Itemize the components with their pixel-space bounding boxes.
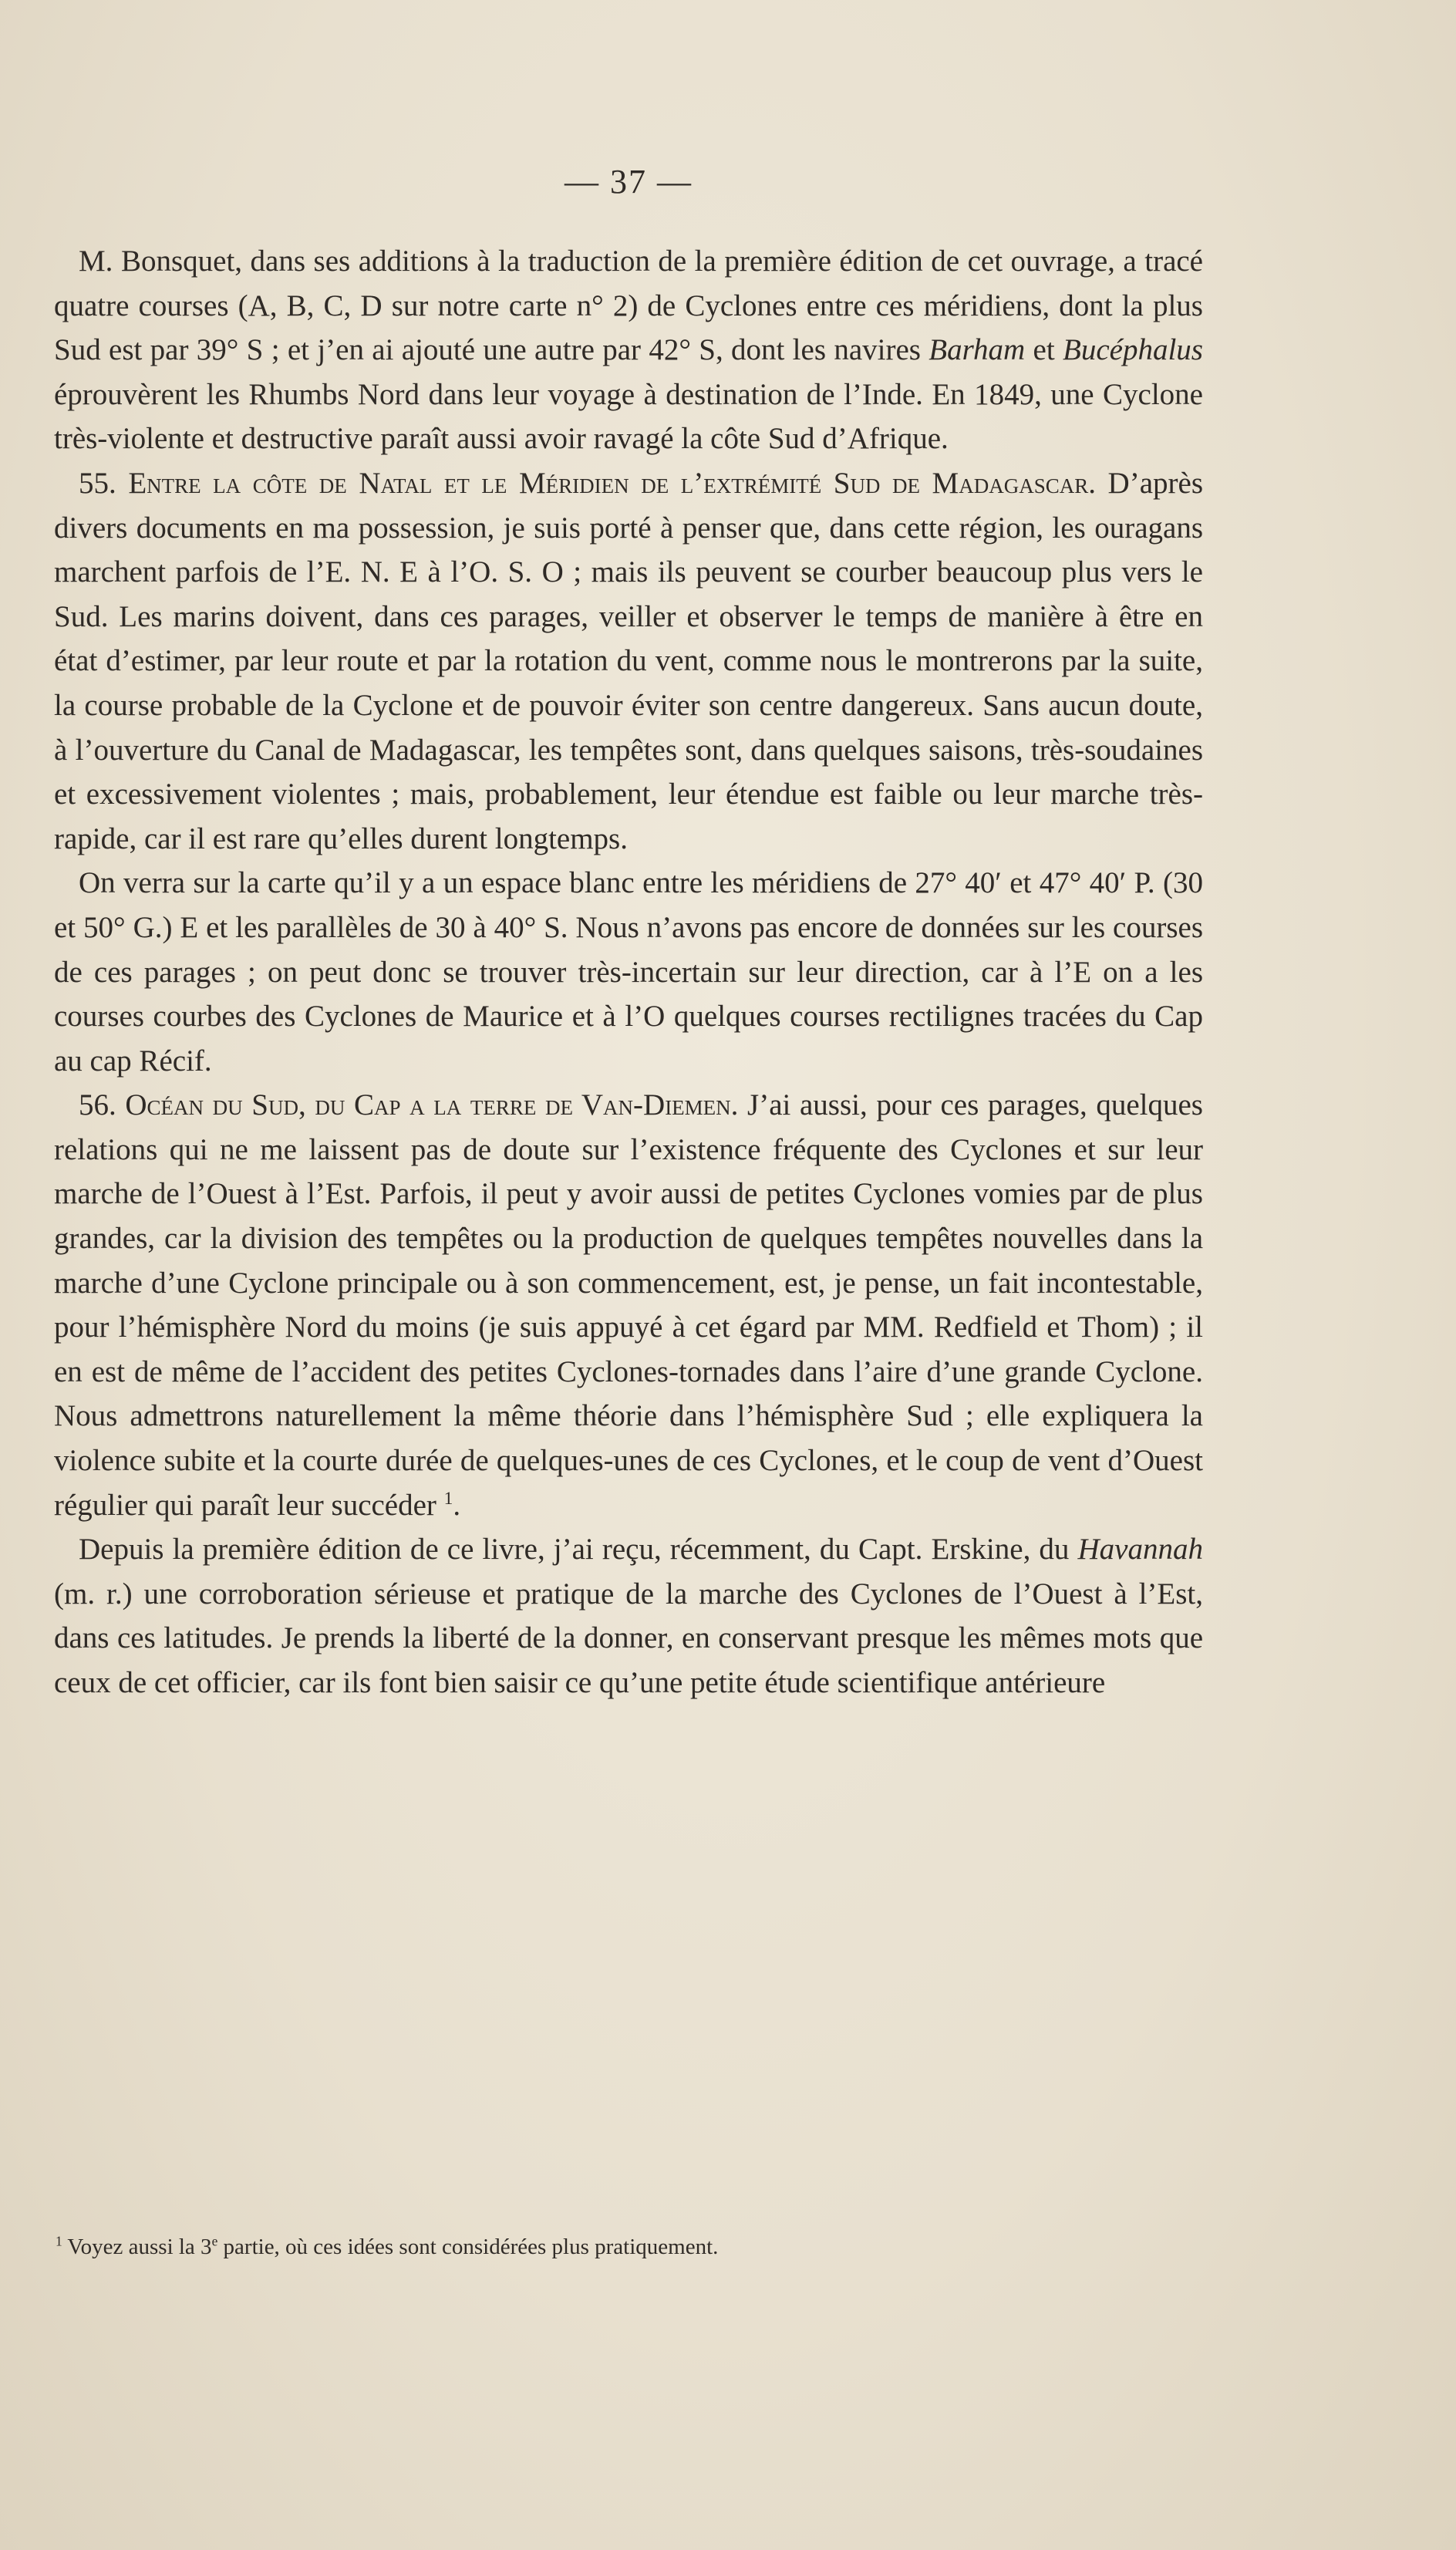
paragraph-text: J’ai aussi, pour ces parages, quelques relations qui ne me laissent pas de doute sur l’existence fréquente des Cyclones et sur leur marche de l’Ouest à l’Est. Parfois, il peut y avoir aussi de petites Cyclones vomies par de plus grandes, car la division des tempêtes ou la production de quelques tempêtes nouvelles dans la marche d’une Cyclone principale ou à son commencement, est, je pense, un fait incontestable, pour l’hémisphère Nord du moins (je suis appuyé à cet égard par MM. Redfield et Thom) ; il en est de même de l’accident des petites Cyclones-tornades dans l’aire d’une grande Cyclone. Nous admettrons naturellement la même théorie dans l’hémisphère Sud ; elle expliquera la violence subite et la courte durée de quelques-unes de ces Cyclones, et le coup de vent d’Ouest régulier qui paraît leur succéder: [54, 1088, 1203, 1522]
footnote-mark: 1: [56, 2233, 62, 2249]
section-55: [54, 461, 1203, 861]
paragraph-text: M. Bonsquet, dans ses additions à la traduction de la première édition de cet ouvrage, a tracé quatre courses (A, B, C, D sur notre carte n° 2) de Cyclones entre ces méridiens, dont la plus Sud est par 39° S ; et j’en ai ajouté une autre par 42° S, dont les navires: [54, 245, 1203, 367]
section-number: 56.: [79, 1088, 116, 1122]
paragraph-5: [54, 1527, 1203, 1705]
footnote-text: partie, où ces idées sont considérées plus pratiquement.: [217, 2235, 719, 2259]
footnote-text: Voyez aussi la 3: [62, 2235, 212, 2259]
section-number: 55.: [79, 466, 116, 500]
paragraph-text: éprouvèrent les Rhumbs Nord dans leur voyage à destination de l’Inde. En 1849, une Cyclone très-violente et destructive paraît aussi avoir ravagé la côte Sud d’Afrique.: [54, 377, 1203, 456]
ship-name: Bucéphalus: [1063, 333, 1203, 367]
section-heading: Entre la côte de Natal et le Méridien de l’extrémité Sud de Madagascar.: [128, 466, 1096, 500]
body-text: [54, 239, 1203, 1705]
footnote-reference[interactable]: 1: [443, 1488, 453, 1509]
paragraph-text: On verra sur la carte qu’il y a un espace blanc entre les méridiens de 27° 40′ et 47° 40′ P. (30 et 50° G.) E et les parallèles de 30 à 40° S. Nous n’avons pas encore de données sur les courses de ces parages ; on peut donc se trouver très-incertain sur leur direction, car à l’E on a les courses courbes des Cyclones de Maurice et à l’O quelques courses rectilignes tracées du Cap au cap Récif.: [54, 866, 1203, 1078]
paragraph-1: [54, 239, 1203, 461]
paragraph-3: [54, 861, 1203, 1083]
footnote: [54, 2233, 1205, 2261]
section-heading: Océan du Sud, du Cap a la terre de Van-Diemen.: [125, 1088, 739, 1122]
page-number: — 37 —: [565, 163, 693, 201]
paragraph-text: D’après divers documents en ma possession, je suis porté à penser que, dans cette région, les ouragans marchent parfois de l’E. N. E à l’O. S. O ; mais ils peuvent se courber beaucoup plus vers le Sud. Les marins doivent, dans ces parages, veiller et observer le temps de manière à être en état d’estimer, par leur route et par la rotation du vent, comme nous le montrerons par la suite, la course probable de la Cyclone et de pouvoir éviter son centre dangereux. Sans aucun doute, à l’ouverture du Canal de Madagascar, les tempêtes sont, dans quelques saisons, très-soudaines et excessivement violentes ; mais, probablement, leur étendue est faible ou leur marche très-rapide, car il est rare qu’elles durent longtemps.: [54, 466, 1203, 855]
section-56: [54, 1083, 1203, 1527]
footnote-superscript: e: [211, 2233, 218, 2249]
paragraph-text: Depuis la première édition de ce livre, j’ai reçu, récemment, du Capt. Erskine, du: [79, 1533, 1078, 1567]
paragraph-text: et: [1025, 333, 1063, 367]
paragraph-text: (m. r.) une corroboration sérieuse et pratique de la marche des Cyclones de l’Ouest à l’Est, dans ces latitudes. Je prends la liberté de la donner, en conservant presque les mêmes mots que ceux de cet officier, car ils font bien saisir ce qu’une petite étude scientifique antérieure: [54, 1577, 1203, 1699]
ship-name: Barham: [929, 333, 1026, 367]
ship-name: Havannah: [1077, 1533, 1203, 1567]
paragraph-text: .: [453, 1488, 461, 1522]
